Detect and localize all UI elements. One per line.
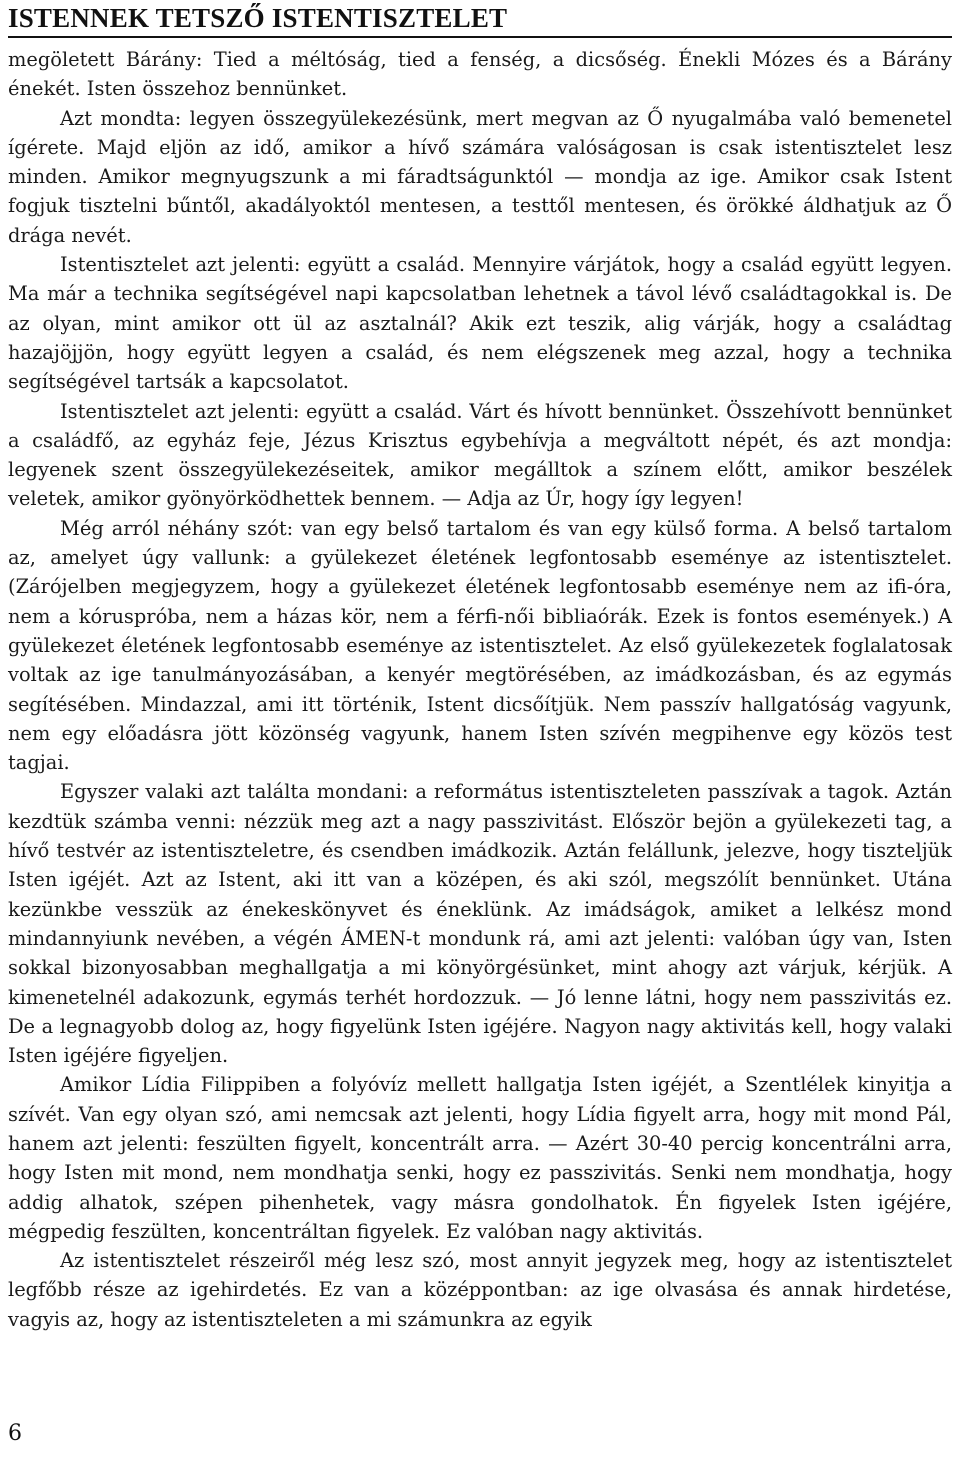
paragraph: Amikor Lídia Filippiben a folyóvíz mellett hallgatja Isten igéjét, a Szentlélek kinyitja a szívét. Van egy olyan szó, ami nemcsak azt jelenti, hogy Lídia figyelt arra, hogy mit mond Pál, hanem azt jelenti: feszülten figyelt, koncentrált arra. — Azért 30-40 percig koncentrálni arra, hogy Isten mit mond, nem mondhatja senki, hogy ez passzivitás. Senki nem mondhatja, hogy addig alhatok, szépen pihenhetek, vagy másra gondolhatok. Én figyelek Isten igéjére, mégpedig feszülten, koncentráltan figyelek. Ez valóban nagy aktivitás. bbox=[8, 1073, 952, 1243]
paragraph: Azt mondta: legyen összegyülekezésünk, mert megvan az Ő nyugalmába való bemenetel ígérete. Majd eljön az idő, amikor a hívő számára valóságosan is csak istentisztelet lesz minden. Amikor megnyugszunk a mi fáradtságunktól — mondja az ige. Amikor csak Istent fogjuk tisztelni bűntől, akadályoktól mentesen, a testtől mentesen, és örökké áldhatjuk az Ő drága nevét. bbox=[8, 106, 952, 247]
running-header bbox=[8, 0, 952, 38]
document-page bbox=[8, 0, 952, 1465]
paragraph: Istentisztelet azt jelenti: együtt a család. Mennyire várjátok, hogy a család együtt legyen. Ma már a technika segítségével napi kapcsolatban lehetnek a távol lévő családtagokkal is. De az olyan, mint amikor ott ül az asztalnál? Akik ezt teszik, alig várják, hogy a családtag hazajöjjön, hogy együtt legyen a család, és nem elégszenek meg azzal, hogy a technika segítségével tartsák a kapcsolatot. bbox=[8, 253, 952, 394]
paragraph: Még arról néhány szót: van egy belső tartalom és van egy külső forma. A belső tartalom az, amelyet úgy vallunk: a gyülekezet életének legfontosabb eseménye az istentisztelet. (Zárójelben megjegyzem, hogy a gyülekezet életének legfontosabb eseménye nem az ifi-óra, nem a kóruspróba, nem a házas kör, nem a férfi-női bibliaórák. Ezek is fontos események.) A gyülekezet életének legfontosabb eseménye az istentisztelet. Az első gyülekezetek foglalatosak voltak az ige tanulmányozásában, a kenyér megtörésében, az imádkozásban, és az egymás segítésében. Mindazzal, ami itt történik, Istent dicsőítjük. Nem passzív hallgatóság vagyunk, nem egy előadásra jött közönség vagyunk, hanem Isten szívén megpihenve egy közös test tagjai. bbox=[8, 516, 952, 775]
paragraph: Istentisztelet azt jelenti: együtt a család. Várt és hívott bennünket. Összehívott bennünket a családfő, az egyház feje, Jézus Krisztus egybehívja a megváltott népét, és azt mondja: legyenek szent összegyülekezéseitek, amikor megálltok a színem előtt, amikor beszélek veletek, amikor gyönyörködhettek bennem. — Adja az Úr, hogy így legyen! bbox=[8, 399, 952, 511]
paragraph: Az istentisztelet részeiről még lesz szó, most annyit jegyzek meg, hogy az istentisztelet legfőbb része az igehirdetés. Ez van a középpontban: az ige olvasása és annak hirdetése, vagyis az, hogy az istentiszteleten a mi számunkra az egyik bbox=[8, 1249, 952, 1331]
paragraph: Egyszer valaki azt találta mondani: a református istentiszteleten passzívak a tagok. Aztán kezdtük számba venni: nézzük meg azt a nagy passzivitást. Először bejön a gyülekezeti tag, a hívő testvér az istentiszteletre, és csendben imádkozik. Aztán felállunk, jelezve, hogy tiszteljük Isten igéjét. Azt az Istent, aki itt van a középen, és aki szól, megszólít bennünket. Utána kezünkbe vesszük az énekeskönyvet és éneklünk. Az imádságok, amiket a lelkész mond mindannyiunk nevében, a végén ÁMEN-t mondunk rá, ami azt jelenti: valóban úgy van, Isten sokkal bizonyosabban meghallgatja a mi könyörgésünket, mint ahogy azt várjuk, kérjük. A kimenetelnél adakozunk, egymás terhét hordozzuk. — Jó lenne látni, hogy nem passzivitás ez. De a legnagyobb dolog az, hogy figyelünk Isten igéjére. Nagyon nagy aktivitás kell, hogy valaki Isten igéjére figyeljen. bbox=[8, 780, 952, 1068]
paragraph: megöletett Bárány: Tied a méltóság, tied a fenség, a dicsőség. Énekli Mózes és a Bárány énekét. Isten összehoz bennünket. bbox=[8, 48, 952, 101]
header-title: ISTENNEK TETSZŐ ISTENTISZTELET bbox=[8, 3, 508, 33]
page-number: 6 bbox=[8, 1421, 22, 1446]
body-text bbox=[8, 45, 952, 1334]
